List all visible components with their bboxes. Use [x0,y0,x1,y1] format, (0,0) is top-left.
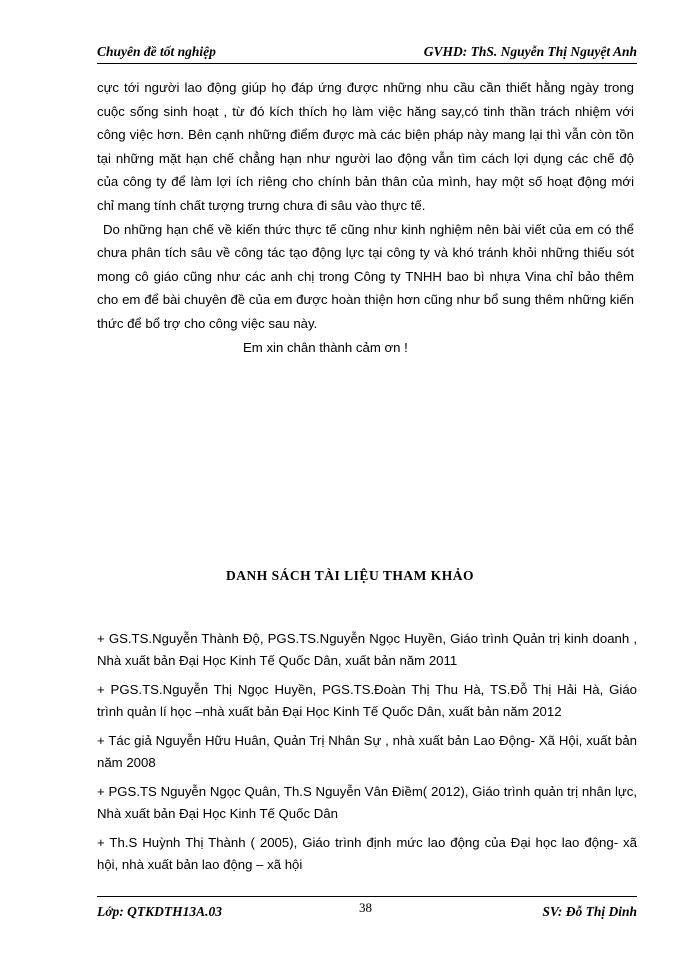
reference-item: + PGS.TS Nguyễn Ngọc Quân, Th.S Nguyễn Vân Điềm( 2012), Giáo trình quản trị nhân lực, Nhà xuất bản Đại Học Kinh Tế Quốc Dân [97,784,637,821]
reference-item: + Tác giả Nguyễn Hữu Huân, Quản Trị Nhân Sự , nhà xuất bản Lao Động- Xã Hội, xuất bản năm 2008 [97,733,637,770]
page-footer [97,902,637,920]
header-advisor: GVHD: ThS. Nguyễn Thị Nguyệt Anh [423,44,637,59]
body-paragraph: cực tới người lao động giúp họ đáp ứng được những nhu cầu cần thiết hằng ngày trong cuộc sống sinh hoạt , từ đó kích thích họ làm việc hăng say,có tinh thần trách nhiệm với công việc hơn. Bên cạnh những điểm được mà các biện pháp này mang lại thì vẫn còn tồn tại những mặt hạn chế chẳng hạn như người lao động vẫn tìm cách lợi dụng các chế độ của công ty để làm lợi ích riêng cho chính bản thân của mình, hay một số hoạt động mới chỉ mang tính chất tượng trưng chưa đi sâu vào thực tế. [97,80,634,213]
body-text [97,76,634,336]
page-header [97,44,637,62]
references-title: DANH SÁCH TÀI LIỆU THAM KHẢO [226,568,474,583]
header-document-type: Chuyên đề tốt nghiệp [97,44,216,59]
reference-item: + Th.S Huỳnh Thị Thành ( 2005), Giáo trình định mức lao động của Đại học lao động- xã hội, nhà xuất bản lao động – xã hội [97,835,637,872]
references-list [97,628,637,883]
header-rule [97,63,637,64]
body-paragraph: Do những hạn chế về kiến thức thực tế cũng như kinh nghiệm nên bài viết của em có thể chưa phân tích sâu về công tác tạo động lực tại công ty và khó tránh khỏi những thiếu sót mong cô giáo cũng như các anh chị trong Công ty TNHH bao bì nhựa Vina chỉ bảo thêm cho em để bài chuyên đề của em được hoàn thiện hơn cũng như bổ sung thêm những kiến thức để bổ trợ cho công việc sau này. [97,221,634,331]
reference-item: + GS.TS.Nguyễn Thành Độ, PGS.TS.Nguyễn Ngọc Huyền, Giáo trình Quản trị kinh doanh , Nhà xuất bản Đại Học Kinh Tế Quốc Dân, xuất bản năm 2011 [97,631,637,668]
reference-item: + PGS.TS.Nguyễn Thị Ngọc Huyền, PGS.TS.Đoàn Thị Thu Hà, TS.Đỗ Thị Hải Hà, Giáo trình quản lí học –nhà xuất bản Đại Học Kinh Tế Quốc Dân, xuất bản năm 2012 [97,682,637,719]
footer-class: Lớp: QTKDTH13A.03 [97,904,222,919]
page-number: 38 [359,900,372,915]
thanks-line: Em xin chân thành cảm ơn ! [243,340,408,355]
footer-student: SV: Đỗ Thị Dinh [542,904,637,919]
footer-rule [97,896,637,897]
